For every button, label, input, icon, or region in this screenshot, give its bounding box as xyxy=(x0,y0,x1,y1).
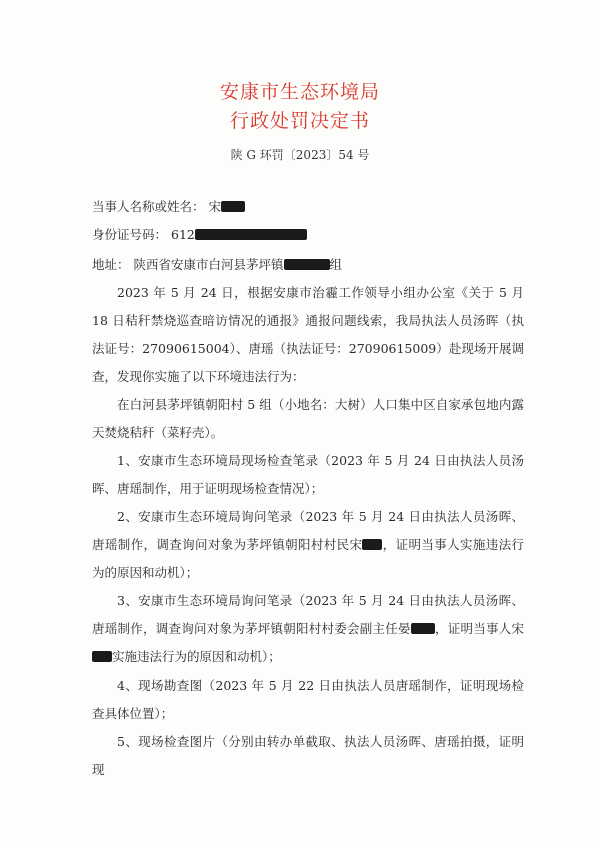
party-address-tail: 组 xyxy=(329,257,343,272)
redaction-mark xyxy=(411,623,435,634)
party-name-label: 当事人名称或姓名： xyxy=(92,199,205,214)
party-address-row xyxy=(92,256,532,274)
party-id-value: 612 xyxy=(171,227,195,242)
redaction-mark xyxy=(284,259,330,270)
redaction-mark xyxy=(221,201,245,212)
evidence-item-3-middle: ，证明当事人宋 xyxy=(434,621,524,636)
party-address-value: 陕西省安康市白河县茅坪镇 xyxy=(133,257,284,272)
evidence-item-1: 1、安康市生态环境局现场检查笔录（2023 年 5 月 24 日由执法人员汤晖、唐瑶制作，用于证明现场检查情况）； xyxy=(92,453,524,496)
redaction-mark xyxy=(195,229,307,240)
evidence-item-2-text: 2、安康市生态环境局询问笔录（2023 年 5 月 24 日由执法人员汤晖、唐瑶制作，调查询问对象为茅坪镇朝阳村村民宋 xyxy=(92,509,524,552)
evidence-item-2-tail: ，证明当事人实施违法行为的原因和动机）； xyxy=(92,537,524,580)
document-number: 陕 G 环罚〔2023〕54 号 xyxy=(230,148,370,162)
party-name-row xyxy=(92,198,532,216)
party-id-row xyxy=(92,226,532,244)
evidence-item-4: 4、现场勘查图（2023 年 5 月 22 日由执法人员唐瑶制作，证明现场检查具体位置）； xyxy=(92,678,524,721)
redaction-mark xyxy=(362,539,382,550)
evidence-item-2 xyxy=(92,503,524,587)
party-id-label: 身份证号码： xyxy=(92,227,168,242)
evidence-item-3 xyxy=(92,587,524,671)
redaction-mark xyxy=(92,651,112,662)
violation-paragraph: 在白河县茅坪镇朝阳村 5 组（小地名：大树）人口集中区自家承包地内露天焚烧秸秆（菜籽壳）。 xyxy=(92,397,524,440)
case-intro-paragraph: 2023 年 5 月 24 日，根据安康市治霾工作领导小组办公室《关于 5 月 18 日秸秆禁烧巡查暗访情况的通报》通报问题线索，我局执法人员汤晖（执法证号：27090615004）、唐瑶（执法证号：27090615009）赴现场开展调查，发现你实施了以下环境违法行为： xyxy=(92,285,524,384)
document-type-title: 行政处罚决定书 xyxy=(229,110,370,132)
evidence-item-3-tail: 实施违法行为的原因和动机）； xyxy=(112,649,281,664)
agency-title: 安康市生态环境局 xyxy=(219,81,380,103)
evidence-item-3-text: 3、安康市生态环境局询问笔录（2023 年 5 月 24 日由执法人员汤晖、唐瑶制作，调查询问对象为茅坪镇朝阳村村委会副主任晏 xyxy=(92,593,524,636)
evidence-item-5: 5、现场检查图片（分别由转办单截取、执法人员汤晖、唐瑶拍摄，证明现 xyxy=(92,734,524,777)
party-address-label: 地址： xyxy=(92,257,130,272)
party-name-value: 宋 xyxy=(208,199,222,214)
